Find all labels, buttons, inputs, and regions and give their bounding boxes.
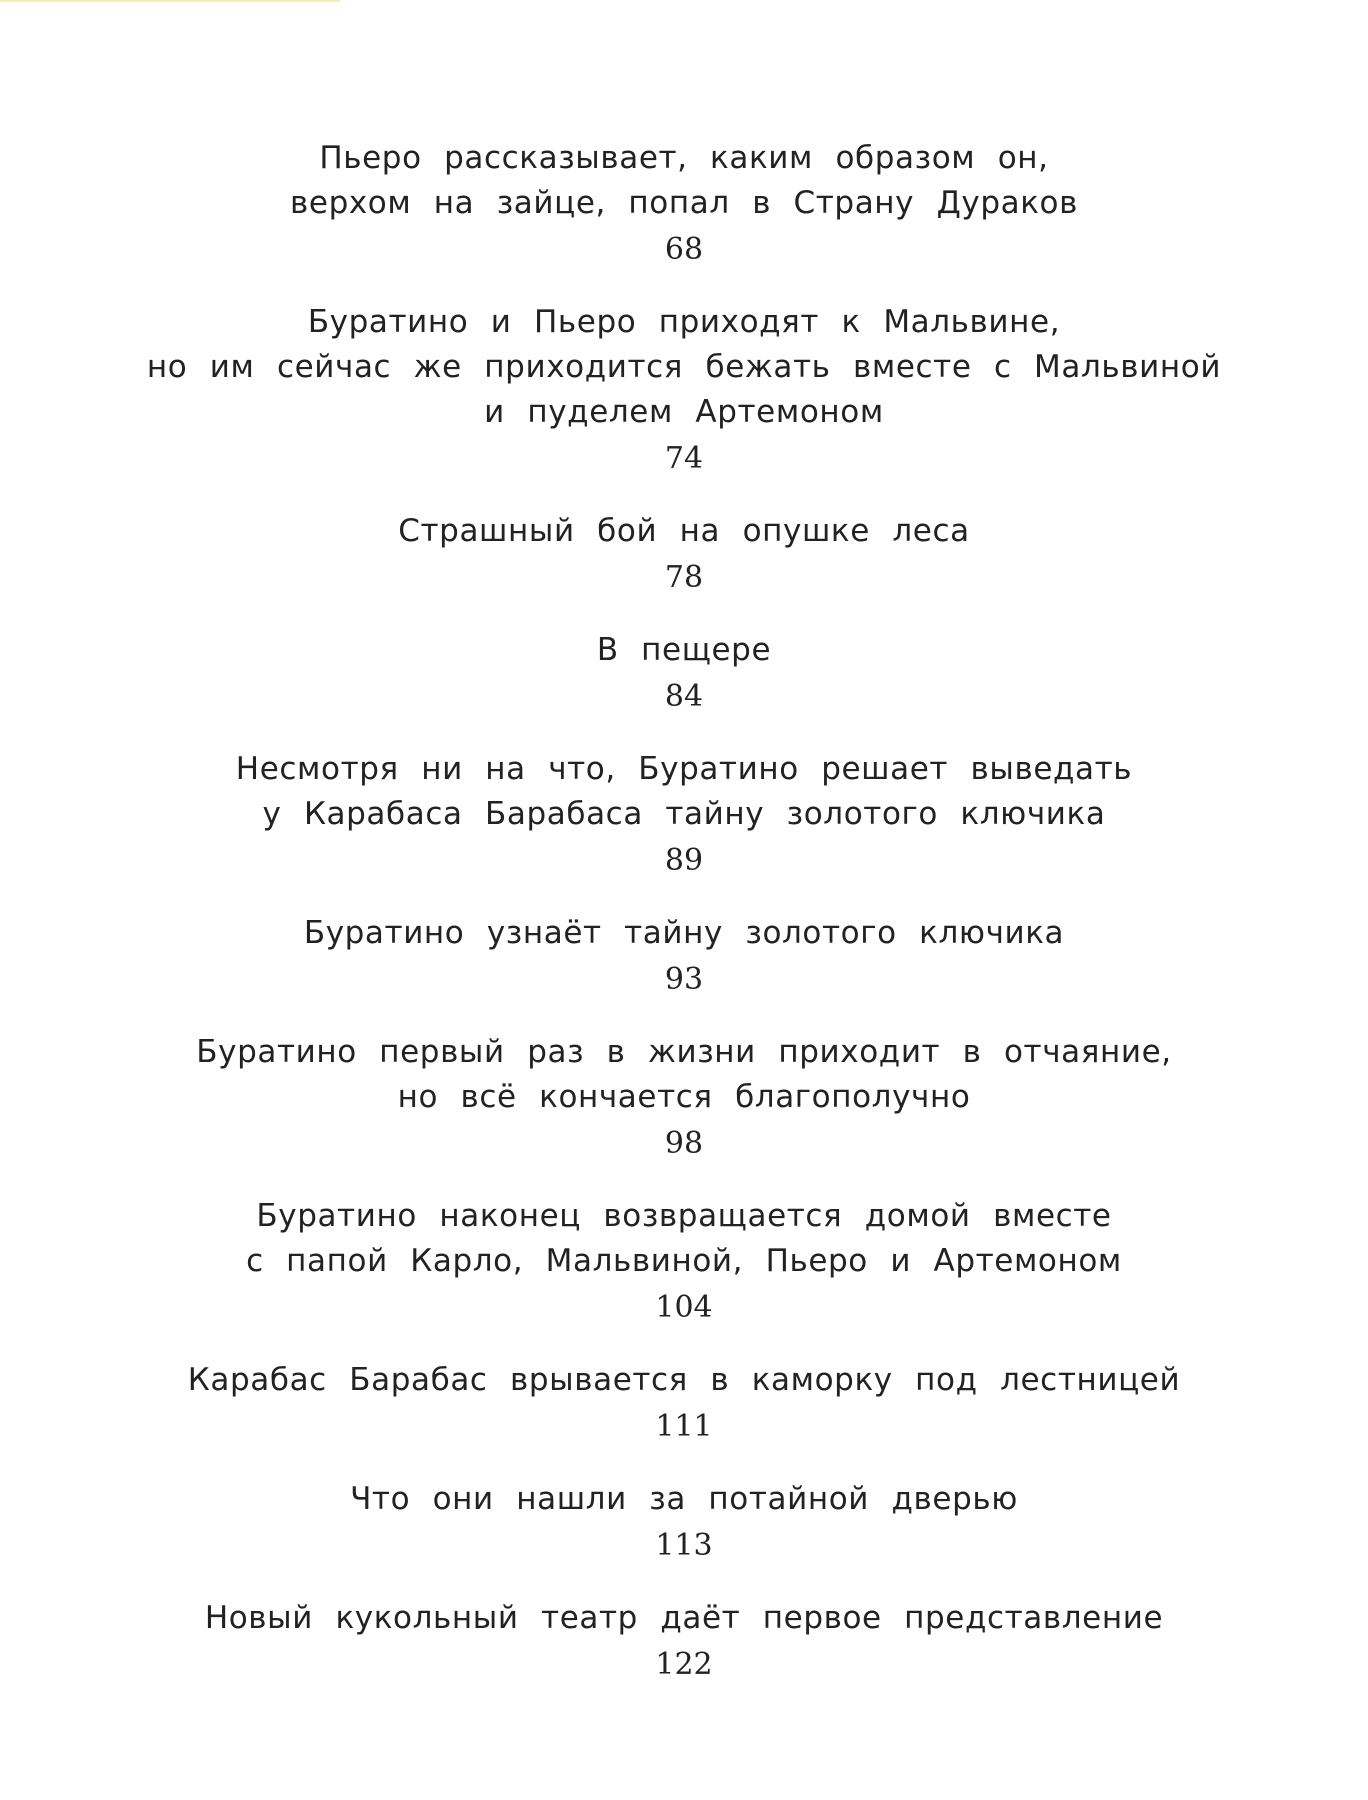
- page-number: 93: [664, 962, 704, 997]
- toc-entry: [0, 1030, 1368, 1168]
- toc-entry: [0, 628, 1368, 721]
- page-number: 89: [664, 843, 704, 878]
- toc-entry: [0, 1194, 1368, 1332]
- toc-entry: [0, 1358, 1368, 1451]
- table-of-contents: [0, 136, 1368, 1715]
- chapter-title: Новый кукольный театр даёт первое представление: [204, 1600, 1164, 1636]
- toc-entry: [0, 1477, 1368, 1570]
- toc-entry: [0, 911, 1368, 1004]
- toc-entry: [0, 300, 1368, 483]
- toc-entry: [0, 1596, 1368, 1689]
- chapter-title: Пьеро рассказывает, каким образом он, верхом на зайце, попал в Страну Дураков: [290, 140, 1078, 221]
- page-number: 74: [664, 441, 704, 476]
- chapter-title: Буратино первый раз в жизни приходит в отчаяние, но всё кончается благополучно: [196, 1034, 1172, 1115]
- scan-edge-mark: [0, 0, 340, 2]
- chapter-title: Буратино и Пьеро приходят к Мальвине, но им сейчас же приходится бежать вместе с Мальвиной и пуделем Артемоном: [146, 304, 1222, 430]
- toc-entry: [0, 747, 1368, 885]
- page-number: 98: [664, 1126, 704, 1161]
- page-number: 84: [664, 679, 704, 714]
- page-number: 111: [655, 1409, 713, 1444]
- page-number: 104: [655, 1290, 713, 1325]
- toc-entry: [0, 136, 1368, 274]
- chapter-title: Страшный бой на опушке леса: [398, 513, 970, 549]
- chapter-title: Карабас Барабас врывается в каморку под лестницей: [187, 1362, 1181, 1398]
- chapter-title: Буратино наконец возвращается домой вместе с папой Карло, Мальвиной, Пьеро и Артемоном: [246, 1198, 1122, 1279]
- chapter-title: Несмотря ни на что, Буратино решает выведать у Карабаса Барабаса тайну золотого ключика: [235, 751, 1133, 832]
- page-number: 122: [655, 1647, 713, 1682]
- toc-entry: [0, 509, 1368, 602]
- chapter-title: В пещере: [596, 632, 772, 668]
- page-number: 113: [655, 1528, 713, 1563]
- page-number: 78: [664, 560, 704, 595]
- chapter-title: Что они нашли за потайной дверью: [350, 1481, 1018, 1517]
- page-number: 68: [664, 232, 704, 267]
- chapter-title: Буратино узнаёт тайну золотого ключика: [303, 915, 1065, 951]
